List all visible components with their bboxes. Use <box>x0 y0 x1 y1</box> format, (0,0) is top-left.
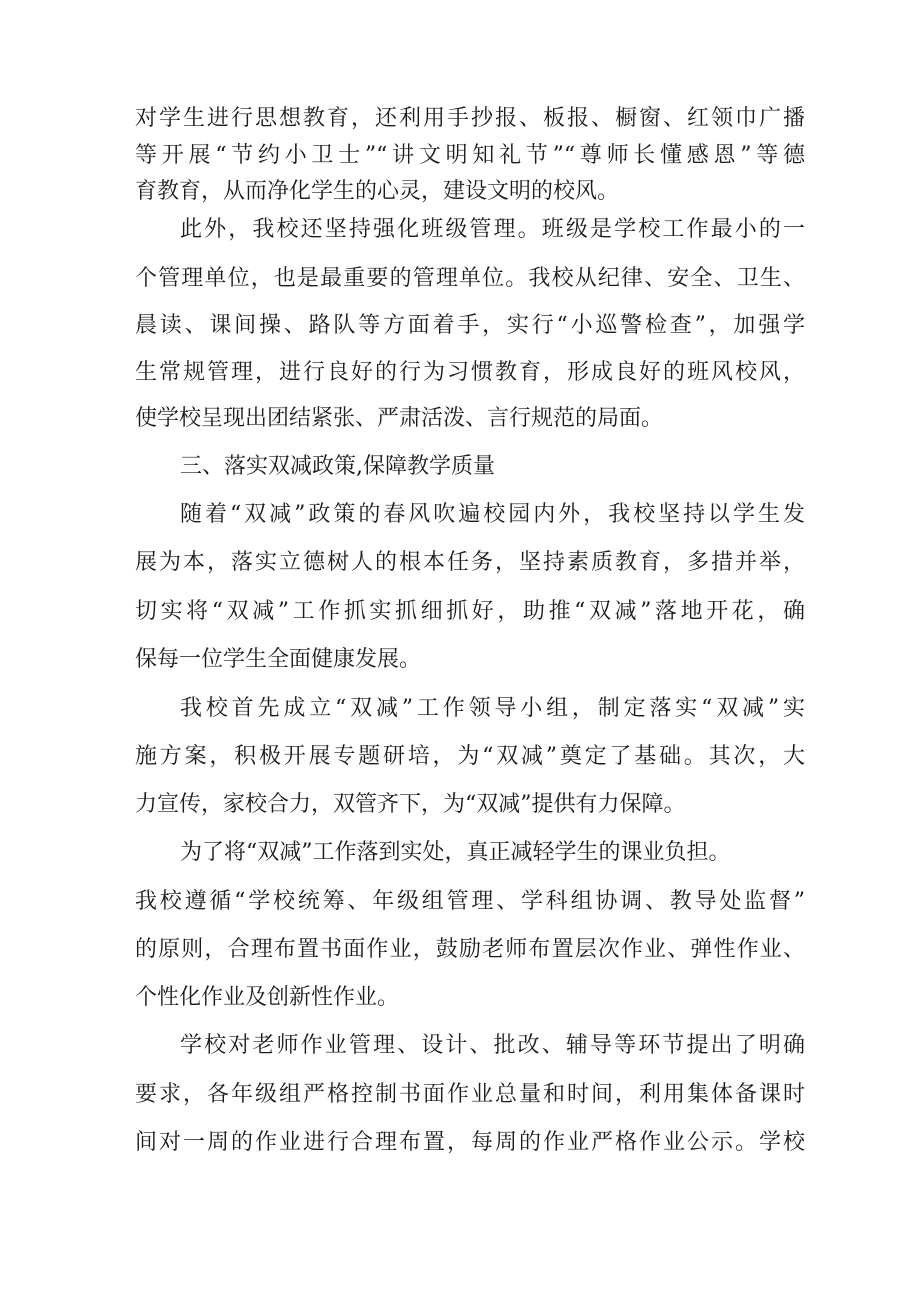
text-line: 我校首先成立“双减”工作领导小组，制定落实“双减”实 <box>180 696 805 721</box>
text-line: 生常规管理，进行良好的行为习惯教育，形成良好的班风校风， <box>135 360 805 385</box>
text-line: 我校遵循“学校统筹、年级组管理、学科组协调、教导处监督” <box>135 889 805 914</box>
text-line: 晨读、课间操、路队等方面着手，实行“小巡警检查”，加强学 <box>135 313 805 338</box>
text-line: 使学校呈现出团结紧张、严肃活泼、言行规范的局面。 <box>135 406 664 431</box>
text-line: 切实将“双减”工作抓实抓细抓好，助推“双减”落地开花，确 <box>135 599 805 624</box>
text-line: 要求，各年级组严格控制书面作业总量和时间，利用集体备课时 <box>135 1082 805 1107</box>
text-line: 的原则，合理布置书面作业，鼓励老师布置层次作业、弹性作业、 <box>135 937 805 962</box>
text-line: 个管理单位，也是最重要的管理单位。我校从纪律、安全、卫生、 <box>135 266 805 291</box>
section-heading: 三、落实双减政策,保障教学质量 <box>180 454 495 479</box>
text-line: 此外，我校还坚持强化班级管理。班级是学校工作最小的一 <box>180 217 805 242</box>
text-line: 间对一周的作业进行合理布置，每周的作业严格作业公示。学校 <box>135 1130 805 1155</box>
text-line: 为了将“双减”工作落到实处，真正减轻学生的课业负担。 <box>180 840 731 865</box>
text-line: 随着“双减”政策的春风吹遍校园内外，我校坚持以学生发 <box>180 502 805 527</box>
text-line: 保每一位学生全面健康发展。 <box>135 647 422 672</box>
text-line: 展为本，落实立德树人的根本任务，坚持素质教育，多措并举， <box>135 550 805 575</box>
text-line: 力宣传，家校合力，双管齐下，为“双减”提供有力保障。 <box>135 792 686 817</box>
text-line: 个性化作业及创新性作业。 <box>135 985 400 1010</box>
text-line: 对学生进行思想教育，还利用手抄报、板报、橱窗、红领巾广播 <box>135 106 805 131</box>
text-line: 施方案，积极开展专题研培，为“双减”奠定了基础。其次，大 <box>135 744 805 769</box>
text-line: 学校对老师作业管理、设计、批改、辅导等环节提出了明确 <box>180 1033 805 1058</box>
text-line: 育教育，从而净化学生的心灵，建设文明的校风。 <box>135 179 620 204</box>
text-line: 等开展“节约小卫士”“讲文明知礼节”“尊师长懂感恩”等德 <box>135 143 805 168</box>
